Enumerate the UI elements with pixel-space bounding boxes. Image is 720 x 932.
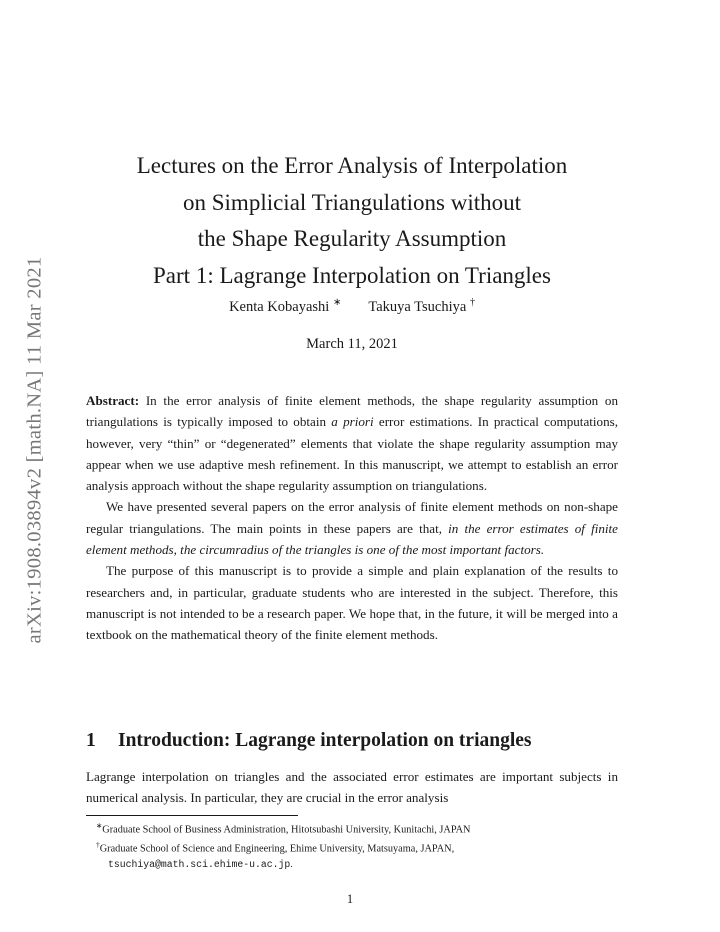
section-heading [86, 730, 618, 752]
footnotes [86, 818, 618, 872]
author-footnote-mark: † [469, 297, 475, 309]
footnote [86, 818, 618, 837]
publication-date: March 11, 2021 [306, 336, 398, 352]
title-line: Part 1: Lagrange Interpolation on Triangles [153, 262, 551, 288]
footnote [86, 837, 618, 856]
footnote-text: Graduate School of Science and Engineering, Ehime University, Matsuyama, JAPAN, [99, 843, 455, 855]
author-list [86, 299, 618, 316]
intro-paragraph: Lagrange interpolation on triangles and the associated error estimates are important subjects in numerical analysis. In particular, they are crucial in the error analysis [86, 769, 618, 806]
author-footnote-mark: ∗ [332, 297, 342, 309]
arxiv-stamp: arXiv:1908.03894v2 [math.NA] 11 Mar 2021 [23, 256, 46, 644]
abstract-emphasis: a priori [331, 414, 374, 430]
footnote-punctuation: . [290, 858, 293, 870]
section-number: 1 [86, 730, 96, 751]
abstract-text: In the error analysis of finite element methods, the shape regularity assumption on triangulations is typically imposed to obtain [86, 393, 618, 430]
footnote-mark: † [96, 840, 100, 850]
paper-title [86, 148, 618, 294]
abstract-text: error estimations. In practical computations, however, very “thin” or “degenerated” elements that violate the shape regularity assumption may appear when we use adaptive mesh refinement. In this manuscript, we attempt to establish an error analysis approach without the shape regularity assumption on triangulations. [86, 414, 618, 494]
abstract-text: We have presented several papers on the error analysis of finite element methods on non-shape regular triangulations. The main points in these papers are that, [86, 499, 618, 536]
section-title: Introduction: Lagrange interpolation on triangles [118, 730, 532, 751]
abstract-paragraph [86, 496, 618, 560]
title-line: on Simplicial Triangulations without [183, 189, 521, 215]
footnote-divider [86, 815, 298, 816]
footnote-email-line [86, 857, 618, 872]
author-name: Takuya Tsuchiya [368, 299, 467, 315]
page-number: 1 [346, 892, 354, 906]
abstract [86, 390, 618, 646]
author-email[interactable]: tsuchiya@math.sci.ehime-u.ac.jp [108, 858, 291, 870]
title-line: Lectures on the Error Analysis of Interpolation [136, 153, 568, 178]
abstract-paragraph [86, 390, 618, 496]
title-line: the Shape Regularity Assumption [197, 226, 507, 251]
footnote-text: Graduate School of Business Administration, Hitotsubashi University, Kunitachi, JAPAN [102, 824, 471, 836]
footnote-mark: ∗ [96, 821, 103, 830]
abstract-paragraph: The purpose of this manuscript is to provide a simple and plain explanation of the results to researchers and, in particular, graduate students who are interested in the subject. Therefore, this manuscript is not intended to be a research paper. We hope that, in the future, it will be merged into a textbook on the mathematical theory of the finite element methods. [86, 563, 618, 643]
abstract-emphasis: in the error estimates of finite element methods, the circumradius of the triangles is one of the most important factors. [86, 520, 618, 558]
author-name: Kenta Kobayashi [229, 299, 330, 315]
abstract-label: Abstract: [86, 393, 140, 408]
